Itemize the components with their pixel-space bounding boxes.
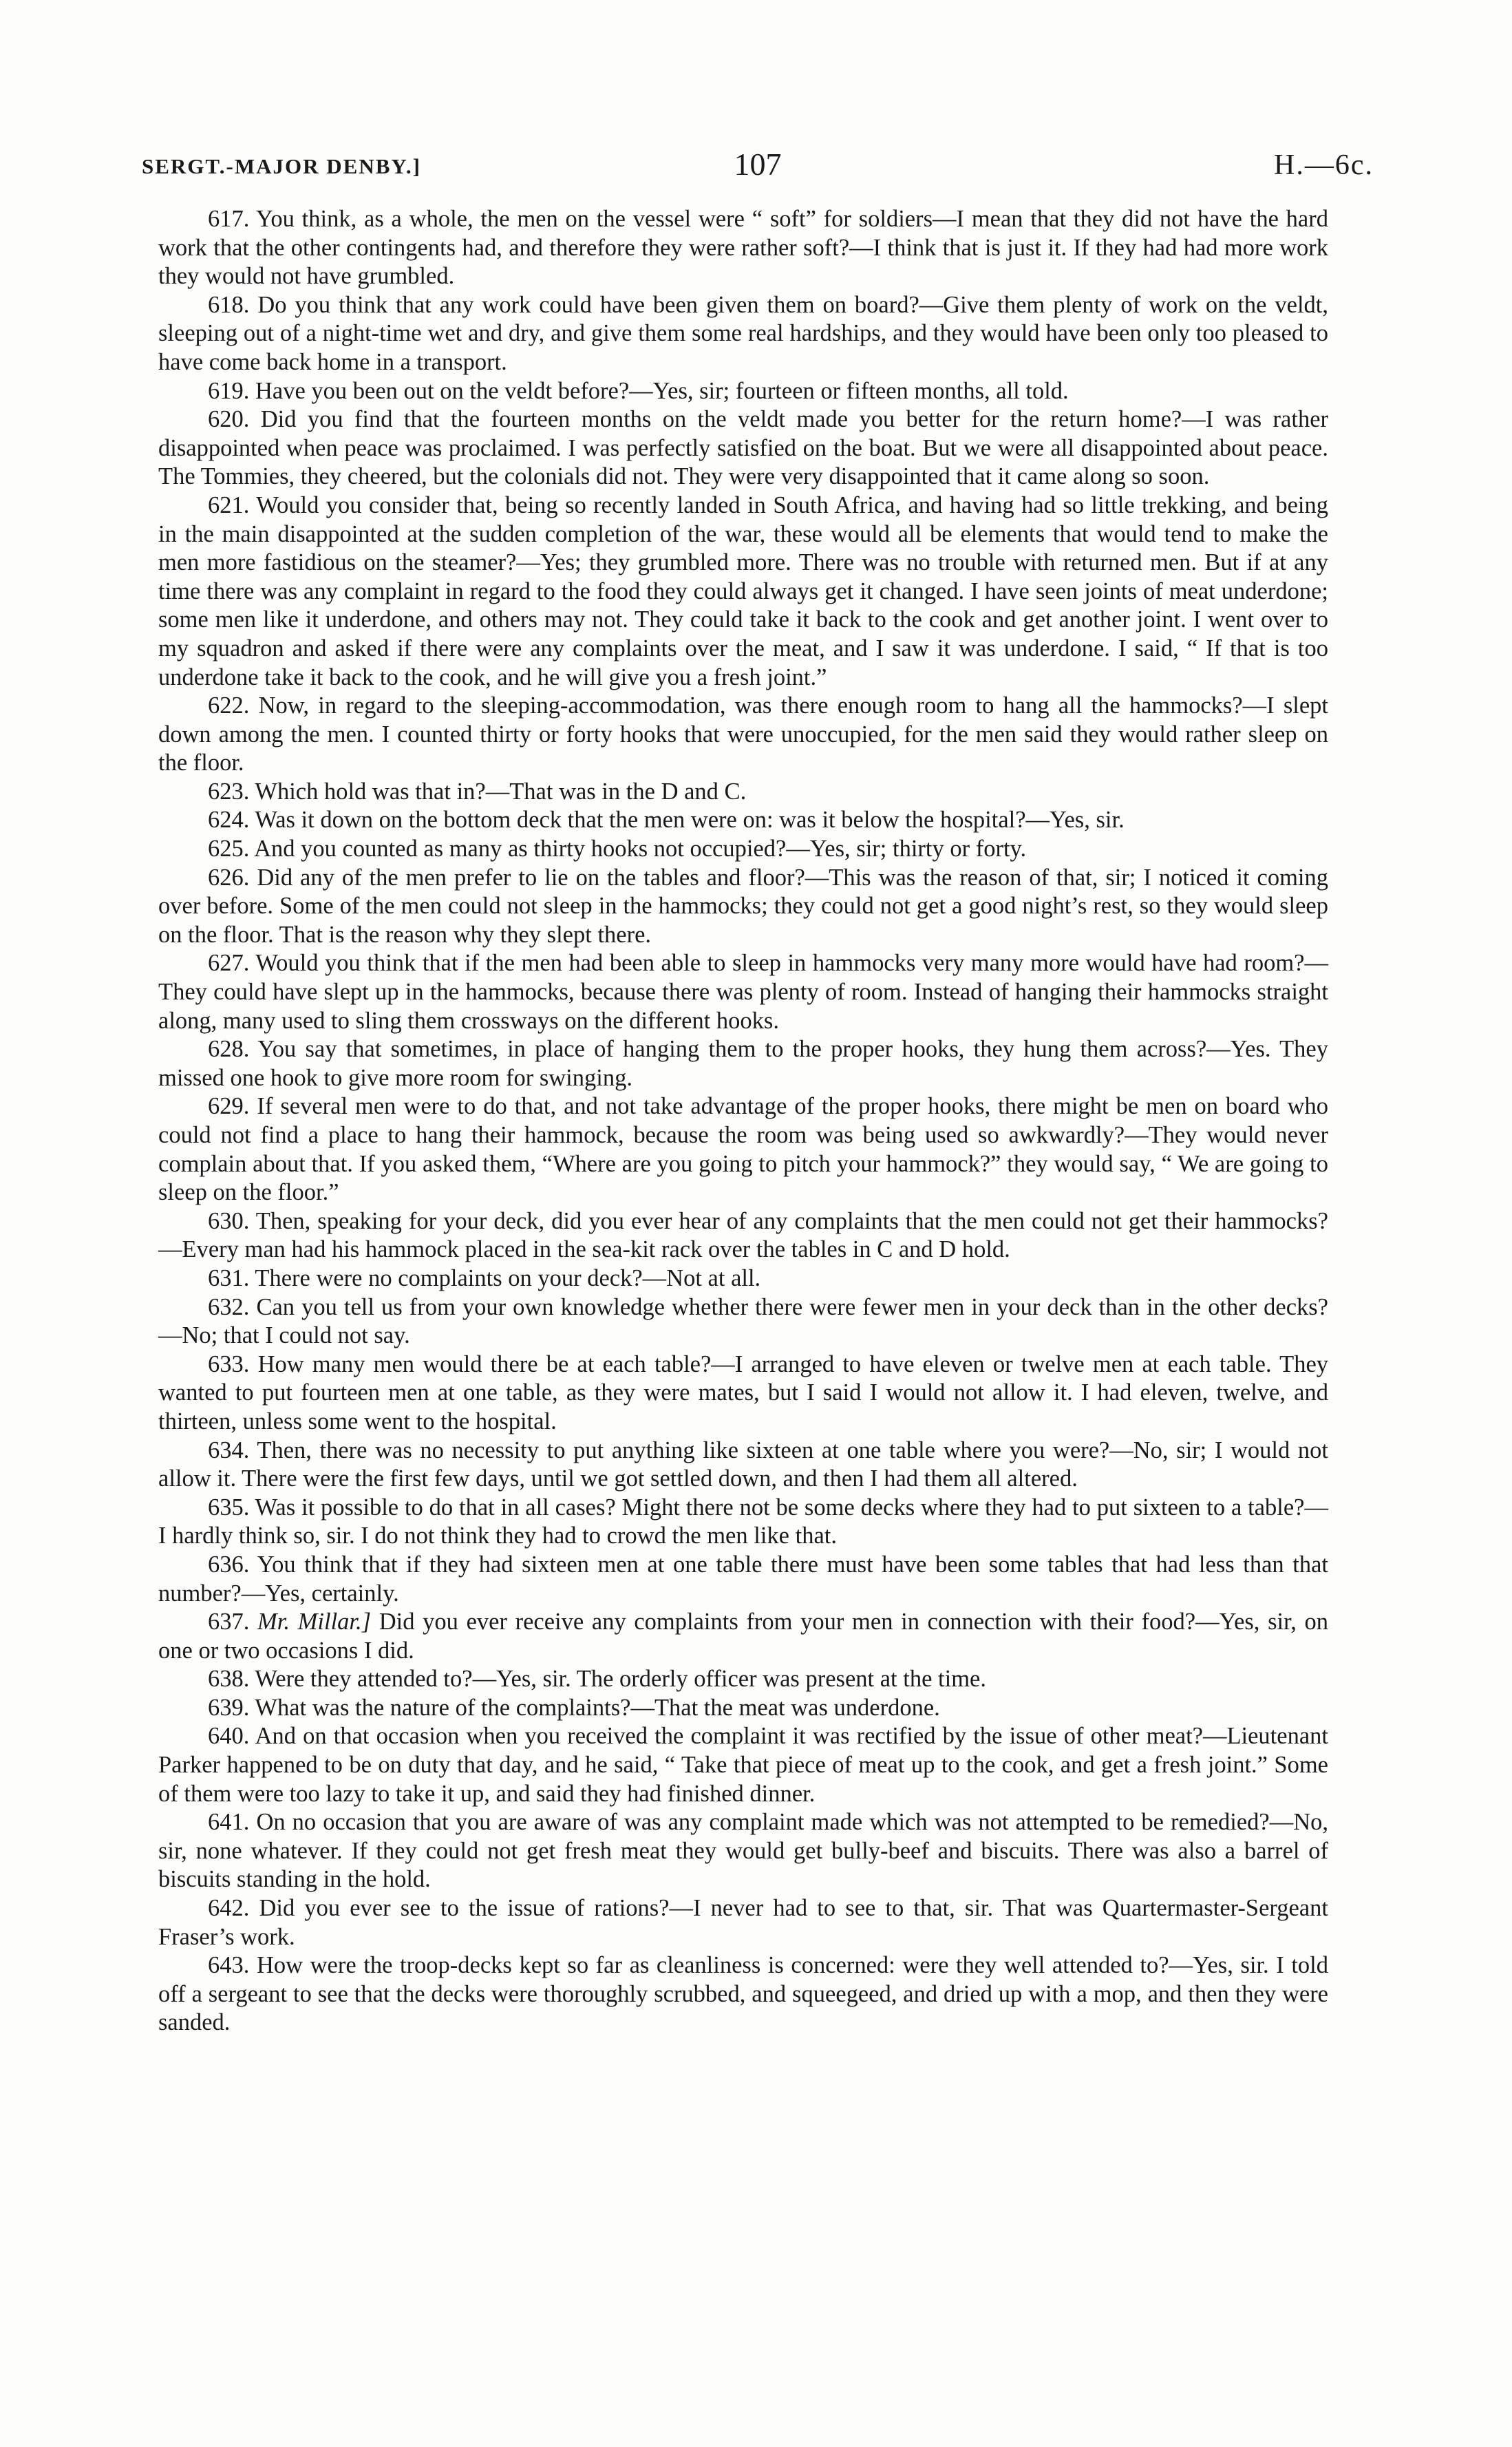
question-number: 626. [208,864,250,891]
testimony-body [158,205,1328,2037]
question-number: 641. [208,1809,250,1836]
testimony-paragraph [158,692,1328,778]
question-answer-text: You say that sometimes, in place of hanging them to the proper hooks, they hung them across?—Yes. They missed one hook to give more room for swinging. [158,1036,1328,1091]
question-number: 618. [208,291,250,318]
question-number: 643. [208,1952,250,1979]
testimony-paragraph [158,491,1328,692]
testimony-paragraph [158,1608,1328,1665]
question-answer-text: Were they attended to?—Yes, sir. The orderly officer was present at the time. [255,1666,986,1693]
testimony-paragraph [158,1665,1328,1694]
testimony-paragraph [158,1092,1328,1207]
question-answer-text: On no occasion that you are aware of was any complaint made which was not attempted to be remedied?—No, sir, none whatever. If they could not get fresh meat they would get bully-beef and biscuits. There was also a barrel of biscuits standing in the hold. [158,1809,1328,1893]
question-number: 642. [208,1895,250,1922]
header-paper-reference: H.—6c. [1274,149,1374,181]
question-answer-text: What was the nature of the complaints?—That the meat was underdone. [255,1694,940,1721]
testimony-paragraph [158,1551,1328,1608]
testimony-paragraph [158,864,1328,950]
question-number: 619. [208,377,250,404]
question-answer-text: Did you find that the fourteen months on the veldt made you better for the return home?—I was rather disappointed when peace was proclaimed. I was perfectly satisfied on the boat. But we were all disappointed about peace. The Tommies, they cheered, but the colonials did not. They were very disappointed that it came along so soon. [158,406,1328,490]
question-number: 639. [208,1694,250,1721]
question-answer-text: Then, speaking for your deck, did you ever hear of any complaints that the men could not get their hammocks?—Every man had his hammock placed in the sea-kit rack over the tables in C and D hold. [158,1207,1328,1263]
question-number: 637. [208,1609,250,1635]
testimony-paragraph [158,1894,1328,1951]
question-answer-text: And you counted as many as thirty hooks not occupied?—Yes, sir; thirty or forty. [254,836,1027,862]
question-number: 629. [208,1093,250,1120]
question-number: 623. [208,778,250,805]
testimony-paragraph [158,205,1328,291]
question-answer-text: Did any of the men prefer to lie on the tables and floor?—This was the reason of that, sir; I noticed it coming over before. Some of the men could not sleep in the hammocks; they could not get a good night’s rest, so they would sleep on the floor. That is the reason why they slept there. [158,864,1328,948]
testimony-paragraph [158,291,1328,377]
question-answer-text: Would you think that if the men had been able to sleep in hammocks very many more would have had room?—They could have slept up in the hammocks, because there was plenty of room. Instead of hanging their hammocks straight along, many used to sling them crossways on the different hooks. [158,950,1328,1034]
testimony-paragraph [158,1035,1328,1092]
question-number: 625. [208,836,250,862]
question-number: 631. [208,1264,250,1291]
question-number: 630. [208,1207,250,1234]
question-number: 621. [208,491,250,518]
question-answer-text: Was it possible to do that in all cases? Might there not be some decks where they had to put sixteen to a table?—I hardly think so, sir. I do not think they had to crowd the men like that. [158,1494,1328,1549]
question-number: 638. [208,1666,250,1693]
testimony-paragraph [158,835,1328,864]
running-header [142,147,1374,191]
testimony-paragraph [158,1437,1328,1494]
question-answer-text: You think that if they had sixteen men at one table there must have been some tables that had less than that number?—Yes, certainly. [158,1551,1328,1607]
speaker-label: Mr. Millar.] [257,1609,372,1635]
page-number: 107 [734,147,782,182]
testimony-paragraph [158,1494,1328,1551]
testimony-paragraph [158,806,1328,835]
question-answer-text: Do you think that any work could have been given them on board?—Give them plenty of work on the veldt, sleeping out of a night-time wet and dry, and give them some real hardships, and they would have been only too pleased to have come back home in a transport. [158,291,1329,375]
question-answer-text: Then, there was no necessity to put anything like sixteen at one table where you were?—No, sir; I would not allow it. There were the first few days, until we got settled down, and then I had them all altered. [158,1437,1328,1492]
question-answer-text: How many men would there be at each table?—I arranged to have eleven or twelve men at each table. They wanted to put fourteen men at one table, as they were mates, but I said I would not allow it. I had eleven, twelve, and thirteen, unless some went to the hospital. [158,1350,1329,1434]
question-answer-text: Which hold was that in?—That was in the D and C. [255,778,747,805]
question-number: 636. [208,1551,250,1578]
question-number: 632. [208,1293,250,1320]
question-answer-text: Did you ever see to the issue of rations?—I never had to see to that, sir. That was Quartermaster-Sergeant Fraser’s work. [158,1895,1328,1950]
question-answer-text: And on that occasion when you received the complaint it was rectified by the issue of other meat?—Lieutenant Parker happened to be on duty that day, and he said, “ Take that piece of meat up to the cook, and get a fresh joint.” Some of them were too lazy to take it up, and said they had finished dinner. [158,1723,1328,1807]
question-number: 634. [208,1437,250,1463]
question-answer-text: Can you tell us from your own knowledge whether there were fewer men in your deck than in the other decks?—No; that I could not say. [158,1293,1328,1349]
question-number: 622. [208,692,250,719]
question-answer-text: Did you ever receive any complaints from your men in connection with their food?—Yes, sir, on one or two occasions I did. [158,1609,1329,1664]
question-number: 624. [208,807,250,834]
question-number: 628. [208,1036,250,1063]
testimony-paragraph [158,1951,1328,2037]
question-number: 633. [208,1350,250,1377]
question-answer-text: You think, as a whole, the men on the vessel were “ soft” for soldiers—I mean that they did not have the hard work that the other contingents had, and therefore they were rather soft?—I think that is just it. If they had had more work they would not have grumbled. [158,206,1328,290]
question-answer-text: Was it down on the bottom deck that the men were on: was it below the hospital?—Yes, sir. [255,807,1125,834]
question-answer-text: How were the troop-decks kept so far as cleanliness is concerned: were they well attended to?—Yes, sir. I told off a sergeant to see that the decks were thoroughly scrubbed, and squeegeed, and dried up with a mop, and then they were sanded. [158,1952,1328,2036]
testimony-paragraph [158,1207,1328,1264]
testimony-paragraph [158,778,1328,807]
question-number: 620. [208,406,250,433]
testimony-paragraph [158,377,1328,406]
testimony-paragraph [158,1264,1328,1293]
testimony-paragraph [158,1722,1328,1808]
question-number: 635. [208,1494,250,1521]
question-answer-text: Now, in regard to the sleeping-accommodation, was there enough room to hang all the hammocks?—I slept down among the men. I counted thirty or forty hooks that were unoccupied, for the men said they would rather sleep on the floor. [158,692,1329,776]
question-number: 617. [208,206,250,232]
question-answer-text: Have you been out on the veldt before?—Yes, sir; fourteen or fifteen months, all told. [255,377,1069,404]
testimony-paragraph [158,949,1328,1035]
question-answer-text: There were no complaints on your deck?—Not at all. [255,1264,761,1291]
testimony-paragraph [158,1808,1328,1894]
question-answer-text: If several men were to do that, and not take advantage of the proper hooks, there might be men on board who could not find a place to hang their hammock, because the room was being used so awkwardly?—They would never complain about that. If you asked them, “Where are you going to pitch your hammock?” they would say, “ We are going to sleep on the floor.” [158,1093,1329,1206]
testimony-paragraph [158,405,1328,491]
question-number: 640. [208,1723,250,1750]
testimony-paragraph [158,1350,1328,1437]
question-number: 627. [208,950,250,977]
header-witness-name: SERGT.-MAJOR DENBY.] [142,154,422,178]
testimony-paragraph [158,1293,1328,1350]
testimony-paragraph [158,1694,1328,1723]
question-answer-text: Would you consider that, being so recently landed in South Africa, and having had so little trekking, and being in the main disappointed at the sudden completion of the war, these would all be elements that would tend to make the men more fastidious on the steamer?—Yes; they grumbled more. There was no trouble with returned men. But if at any time there was any complaint in regard to the food they could always get it changed. I have seen joints of meat underdone; some men like it underdone, and others may not. They could take it back to the cook and get another joint. I went over to my squadron and asked if there were any complaints over the meat, and I saw it was underdone. I said, “ If that is too underdone take it back to the cook, and he will give you a fresh joint.” [158,491,1328,690]
